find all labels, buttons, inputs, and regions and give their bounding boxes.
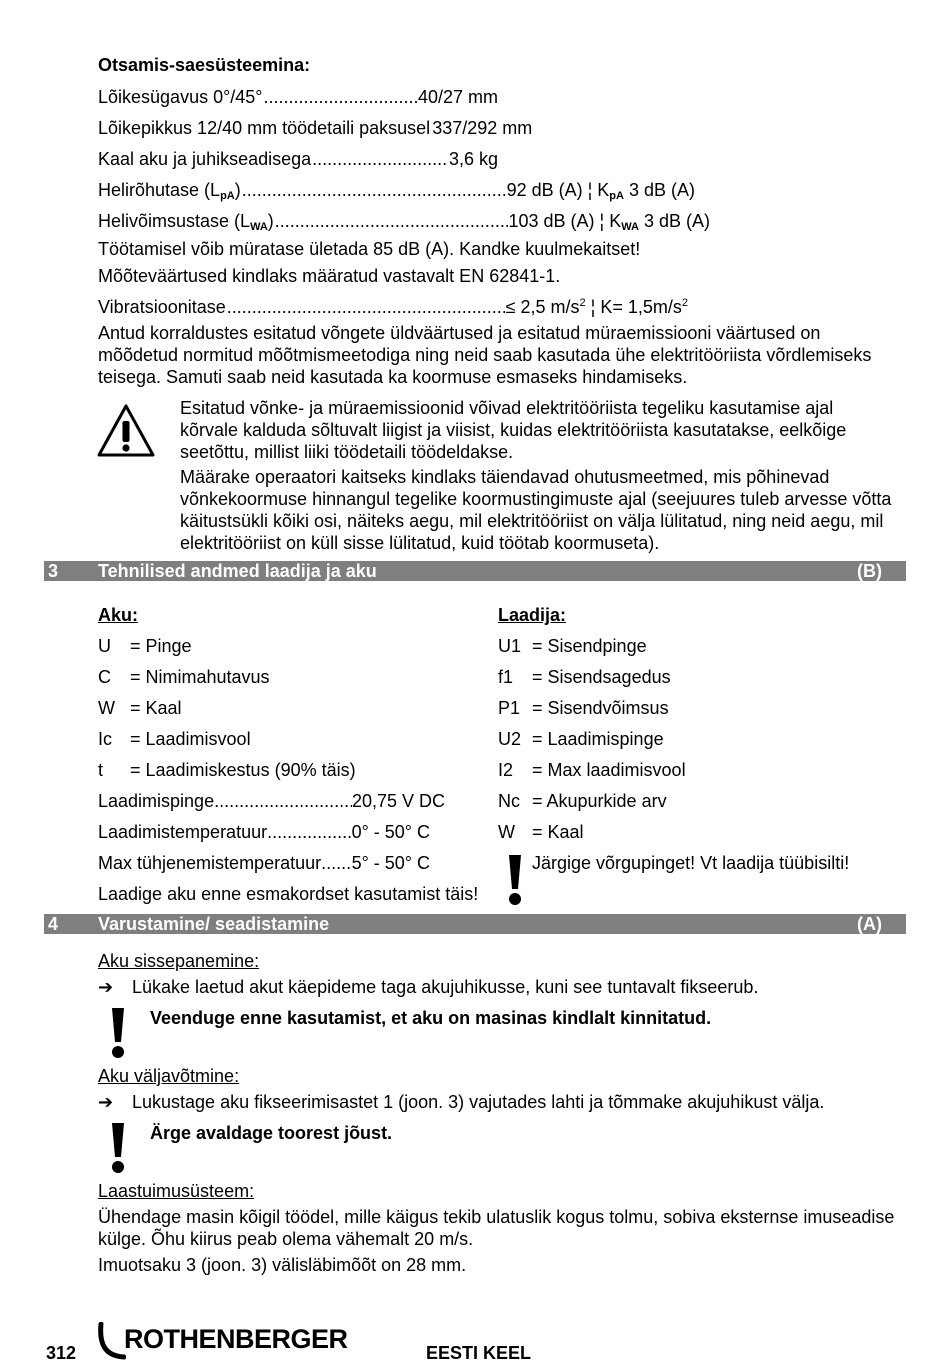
spec-cut-length: Lõikepikkus 12/40 mm töödetaili paksusel 337/292 mm: [98, 118, 533, 138]
spec-sound-power: Helivõimsustase $(L_{WA})$ ..... 103 dB (A) ¦ $K_{WA}$ 3 dB (A): [98, 210, 710, 232]
spec-sound-pressure: Helirõhutase $(L_{pA})$ ..... 92 dB (A) ¦ $K_{pA}$ 3 dB (A): [98, 179, 695, 201]
remove-warning: Ärge avaldage toorest jõust.: [150, 1123, 393, 1143]
aku-heading: Aku:: [98, 605, 138, 625]
insert-step: ➔ Lükake laetud akut käepideme taga akujuhikusse, kuni see tuntavalt fikseerub.: [98, 977, 759, 997]
laadija-item: W = Kaal: [498, 822, 584, 842]
insert-warning: Veenduge enne kasutamist, et aku on masinas kindlalt kinnitatud.: [150, 1008, 712, 1028]
aku-spec-charge-voltage: Laadimispinge ..... 20,75 V DC: [98, 790, 445, 812]
aku-item: t = Laadimiskestus (90% täis): [98, 760, 356, 780]
warning-paragraph-1: Esitatud võnke- ja müraemissioonid võivad elektritööriista tegeliku kasutamise ajal kõrvale kalduda sõltuvalt liigist ja viisist, kuidas elektritööriista kasutatakse, eelkõige seetõttu, millist liiki töödetaili töödeldakse.: [180, 398, 847, 462]
section-3-header: 3 Tehnilised andmed laadija ja aku (B): [44, 561, 906, 581]
laadija-item: U2 = Laadimispinge: [498, 729, 664, 749]
laadija-note: Järgige võrgupinget! Vt laadija tüübisilti!: [532, 853, 850, 873]
insert-heading: Aku sissepanemine:: [98, 951, 260, 971]
noise-note-2: Mõõteväärtused kindlaks määratud vastavalt EN 62841-1.: [98, 266, 561, 286]
aku-item: Ic = Laadimisvool: [98, 729, 251, 749]
laadija-item: Nc = Akupurkide arv: [498, 791, 667, 811]
heading-saw-system: Otsamis-saesüsteemina:: [98, 55, 311, 75]
laadija-heading: Laadija:: [498, 605, 567, 625]
remove-heading: Aku väljavõtmine:: [98, 1066, 240, 1086]
brand-logo-text: ROTHENBERGER: [124, 1324, 348, 1354]
laadija-item: U1 = Sisendpinge: [498, 636, 647, 656]
warning-paragraph-2: Määrake operaatori kaitseks kindlaks täiendavad ohutusmeetmed, mis põhinevad võnkekoormuse hinnangul tegelike koormustingimuste ajal (seejuures tuleb arvesse võtta käitustsükli kõiki osi, näiteks aegu, mil elektritööriist on välja lülitatud, ning neid aegu, mil elektritööriist on küll sisse lülitatud, kuid töötab koormuseta).: [180, 467, 892, 553]
exclamation-icon: [108, 1121, 128, 1175]
laadija-item: P1 = Sisendvõimsus: [498, 698, 669, 718]
dust-heading: Laastuimusüsteem:: [98, 1181, 255, 1201]
exclamation-icon: [505, 853, 525, 907]
footer-language: EESTI KEEL: [426, 1343, 532, 1363]
spec-weight: Kaal aku ja juhikseadisega ..... 3,6 kg: [98, 148, 498, 170]
dust-paragraph-2: Imuotsaku 3 (joon. 3) välisläbimõõt on 28 mm.: [98, 1255, 467, 1275]
aku-item: U = Pinge: [98, 636, 192, 656]
spec-cut-depth: Lõikesügavus 0°/45° ..... 40/27 mm: [98, 86, 498, 108]
page-number: 312: [46, 1343, 77, 1363]
laadija-item: f1 = Sisendsagedus: [498, 667, 671, 687]
arrow-right-icon: ➔: [98, 977, 114, 997]
laadija-item: I2 = Max laadimisvool: [498, 760, 686, 780]
spec-vibration: Vibratsioonitase ..... ≤ 2,5 $m/s^2$ ¦ $K= 1,5m/s^2$: [98, 296, 688, 318]
aku-note: Laadige aku enne esmakordset kasutamist täis!: [98, 884, 479, 904]
section-4-header: 4 Varustamine/ seadistamine (A): [44, 914, 906, 934]
vibration-paragraph: Antud korraldustes esitatud võngete üldväärtused ja esitatud müraemissiooni väärtused on mõõdetud normitud mõõtmismeetodiga ning neid saab kasutada ühe elektritööriista võrdlemiseks teisega. Samuti saab neid kasutada ka koormuse esmaseks hindamiseks.: [98, 323, 872, 387]
dust-paragraph: Ühendage masin kõigil töödel, mille käigus tekib ulatuslik kogus tolmu, sobiva eksternse imuseadise külge. Õhu kiirus peab olema vähemalt 20 m/s.: [98, 1207, 895, 1249]
arrow-right-icon: ➔: [98, 1092, 114, 1112]
aku-spec-charge-temp: Laadimistemperatuur ..... 0° - 50° C: [98, 821, 430, 843]
aku-item: W = Kaal: [98, 698, 182, 718]
remove-step: ➔ Lukustage aku fikseerimisastet 1 (joon. 3) vajutades lahti ja tõmmake akujuhikust välja.: [98, 1092, 825, 1112]
rothenberger-logo-icon: [96, 1322, 126, 1360]
noise-note-1: Töötamisel võib müratase ületada 85 dB (A). Kandke kuulmekaitset!: [98, 239, 641, 259]
exclamation-icon: [108, 1006, 128, 1060]
aku-item: C = Nimimahutavus: [98, 667, 270, 687]
warning-triangle-icon: [96, 402, 156, 458]
aku-spec-discharge-temp: Max tühjenemistemperatuur ..... 5° - 50° C: [98, 852, 430, 874]
